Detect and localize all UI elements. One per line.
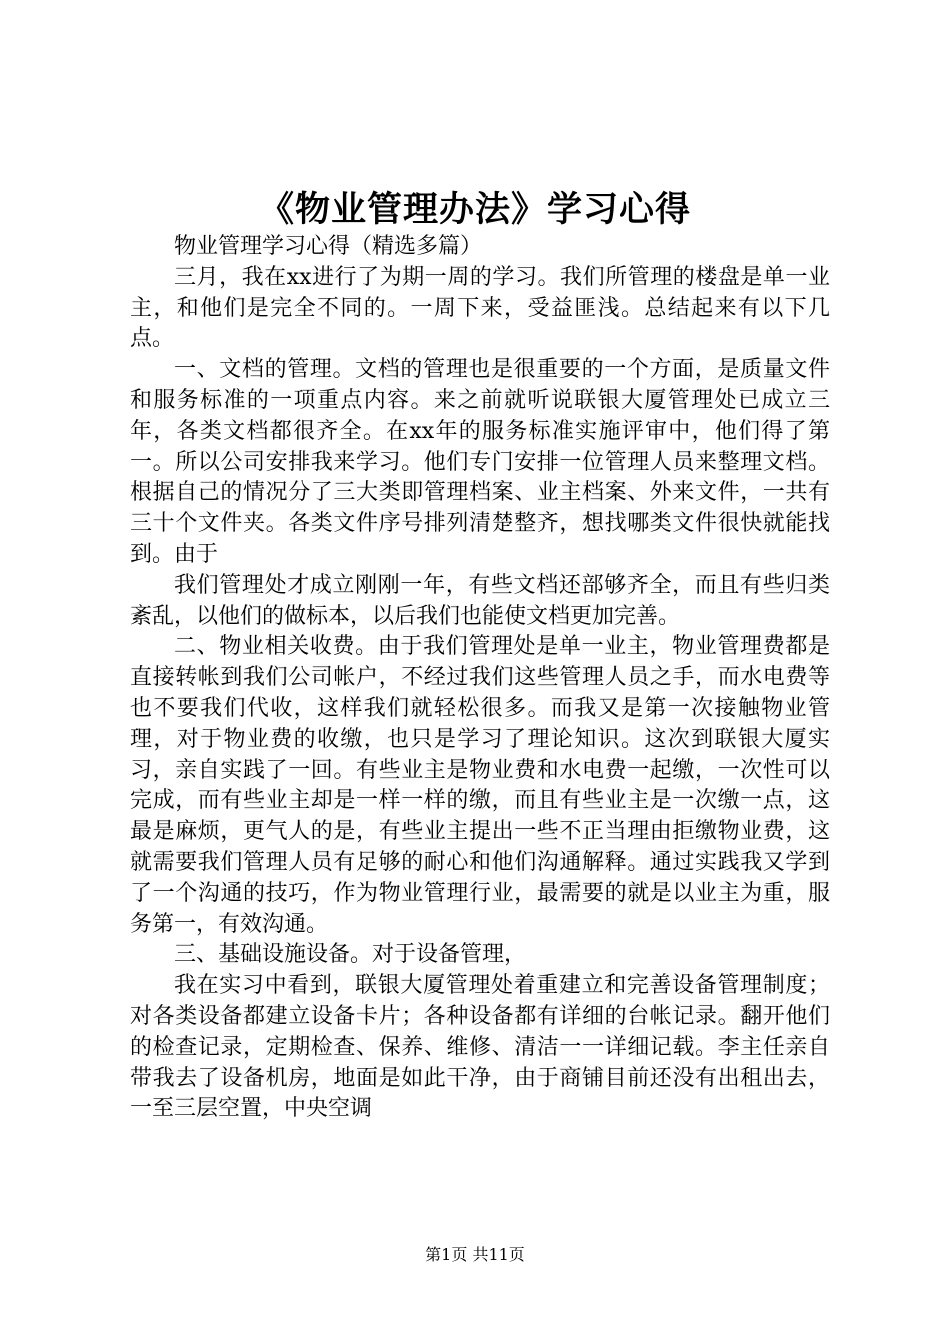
paragraph-intro: 三月，我在xx进行了为期一周的学习。我们所管理的楼盘是单一业主，和他们是完全不同的。一周下来，受益匪浅。总结起来有以下几点。 — [130, 264, 830, 352]
paragraph-subtitle: 物业管理学习心得（精选多篇） — [174, 234, 483, 259]
page-footer: 第1页 共11页 — [425, 1245, 525, 1264]
paragraph-facilities: 我在实习中看到，联银大厦管理处着重建立和完善设备管理制度；对各类设备都建立设备卡片；各种设备都有详细的台帐记录。翻开他们的检查记录，定期检查、保养、维修、清洁一一详细记载。李主任亲自带我去了设备机房，地面是如此干净，由于商铺目前还没有出租出去，一至三层空置，中央空调 — [130, 973, 830, 1122]
paragraph-document-management-cont: 我们管理处才成立刚刚一年，有些文档还部够齐全，而且有些归类紊乱，以他们的做标本，以后我们也能使文档更加完善。 — [130, 572, 830, 629]
document-title: 《物业管理办法》学习心得 — [258, 190, 691, 230]
paragraph-property-fees: 二、物业相关收费。由于我们管理处是单一业主，物业管理费都是直接转帐到我们公司帐户，不经过我们这些管理人员之手，而水电费等也不要我们代收，这样我们就轻松很多。而我又是第一次接触物业管理，对于物业费的收缴，也只是学习了理论知识。这次到联银大厦实习，亲自实践了一回。有些业主是物业费和水电费一起缴，一次性可以完成，而有些业主却是一样一样的缴，而且有些业主是一次缴一点，这最是麻烦，更气人的是，有些业主提出一些不正当理由拒缴物业费，这就需要我们管理人员有足够的耐心和他们沟通解释。通过实践我又学到了一个沟通的技巧，作为物业管理行业，最需要的就是以业主为重，服务第一，有效沟通。 — [130, 634, 830, 937]
paragraph-document-management: 一、文档的管理。文档的管理也是很重要的一个方面，是质量文件和服务标准的一项重点内容。来之前就听说联银大厦管理处已成立三年，各类文档都很齐全。在xx年的服务标准实施评审中，他们得了第一。所以公司安排我来学习。他们专门安排一位管理人员来整理文档。根据自己的情况分了三大类即管理档案、业主档案、外来文件，一共有三十个文件夹。各类文件序号排列清楚整齐，想找哪类文件很快就能找到。由于 — [130, 357, 830, 567]
paragraph-facilities-heading: 三、基础设施设备。对于设备管理， — [174, 942, 527, 968]
document-body — [130, 232, 830, 1125]
